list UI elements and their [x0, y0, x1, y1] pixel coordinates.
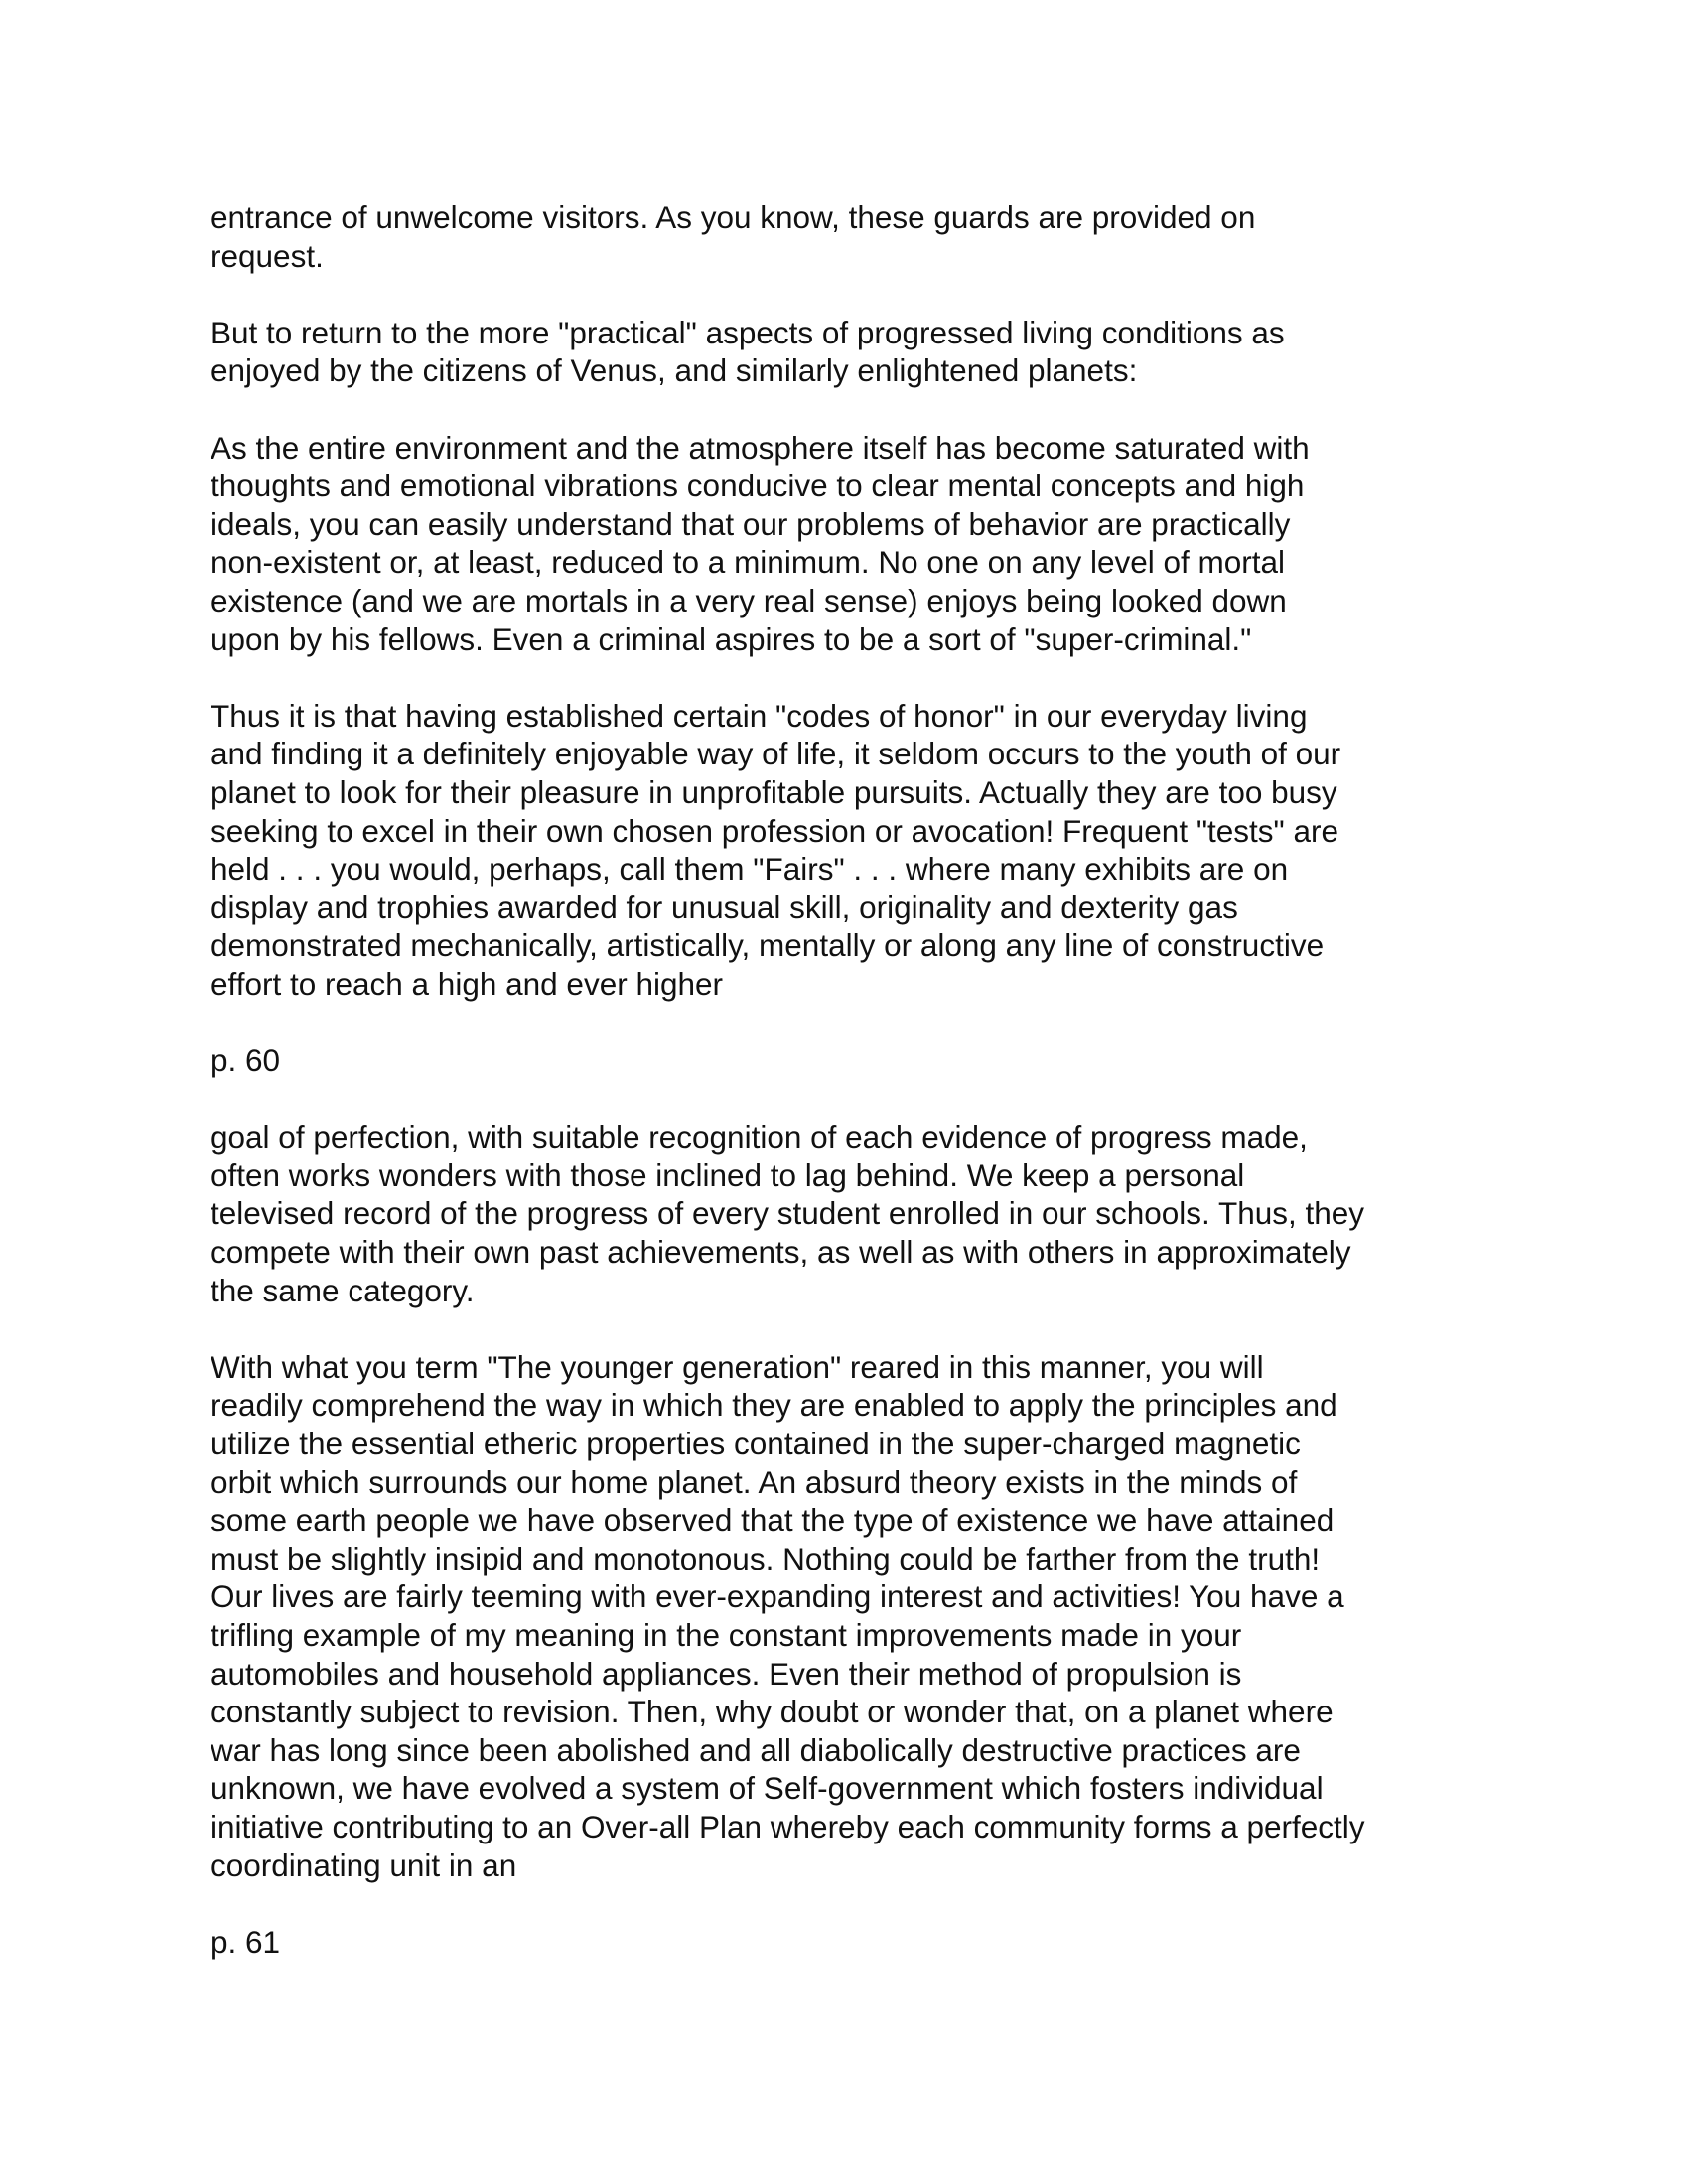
text-line: ideals, you can easily understand that our problems of behavior are practically	[211, 505, 1291, 542]
page-number-60	[211, 1041, 1501, 1080]
text-line: unknown, we have evolved a system of Self-government which fosters individual	[211, 1770, 1324, 1807]
text-line: non-existent or, at least, reduced to a minimum. No one on any level of mortal	[211, 544, 1286, 581]
text-line: planet to look for their pleasure in unprofitable pursuits. Actually they are too busy	[211, 773, 1337, 810]
text-line: upon by his fellows. Even a criminal aspires to be a sort of "super-criminal."	[211, 620, 1252, 657]
text-line: Our lives are fairly teeming with ever-expanding interest and activities! You have a	[211, 1578, 1344, 1615]
text-line: enjoyed by the citizens of Venus, and similarly enlightened planets:	[211, 352, 1138, 389]
page-number: p. 60	[211, 1042, 281, 1079]
text-line: constantly subject to revision. Then, why doubt or wonder that, on a planet where	[211, 1694, 1334, 1730]
text-line: readily comprehend the way in which they are enabled to apply the principles and	[211, 1387, 1337, 1424]
text-line: compete with their own past achievements, as well as with others in approximately	[211, 1234, 1351, 1271]
paragraph-environment	[211, 429, 1501, 659]
text-line: some earth people we have observed that the type of existence we have attained	[211, 1502, 1335, 1539]
text-line: orbit which surrounds our home planet. An absurd theory exists in the minds of	[211, 1463, 1298, 1500]
text-line: held . . . you would, perhaps, call them "Fairs" . . . where many exhibits are on	[211, 851, 1289, 887]
text-line: war has long since been abolished and all diabolically destructive practices are	[211, 1731, 1301, 1768]
text-line: entrance of unwelcome visitors. As you know, these guards are provided on	[211, 200, 1256, 235]
text-line: With what you term "The younger generation" reared in this manner, you will	[211, 1348, 1264, 1385]
text-line: trifling example of my meaning in the constant improvements made in your	[211, 1616, 1242, 1653]
text-line: and finding it a definitely enjoyable way of life, it seldom occurs to the youth of our	[211, 736, 1341, 772]
paragraph-codes-of-honor	[211, 697, 1501, 1004]
text-line: But to return to the more "practical" aspects of progressed living conditions as	[211, 314, 1285, 350]
text-line: display and trophies awarded for unusual skill, originality and dexterity gas	[211, 888, 1238, 925]
text-line: goal of perfection, with suitable recognition of each evidence of progress made,	[211, 1119, 1308, 1156]
text-line: seeking to excel in their own chosen profession or avocation! Frequent "tests" are	[211, 812, 1338, 849]
page-number: p. 61	[211, 1923, 281, 1960]
text-line: existence (and we are mortals in a very real sense) enjoys being looked down	[211, 582, 1287, 618]
text-line: request.	[211, 237, 324, 274]
text-line: the same category.	[211, 1272, 475, 1308]
text-line: thoughts and emotional vibrations conducive to clear mental concepts and high	[211, 468, 1305, 504]
paragraph-practical-aspects	[211, 314, 1501, 390]
text-line: automobiles and household appliances. Even their method of propulsion is	[211, 1655, 1242, 1692]
text-line: initiative contributing to an Over-all Plan whereby each community forms a perfectly	[211, 1808, 1365, 1844]
paragraph-visitors	[211, 199, 1501, 275]
text-line: Thus it is that having established certain "codes of honor" in our everyday living	[211, 697, 1308, 734]
text-line: As the entire environment and the atmosphere itself has become saturated with	[211, 429, 1310, 466]
text-line: often works wonders with those inclined to lag behind. We keep a personal	[211, 1157, 1245, 1193]
text-line: coordinating unit in an	[211, 1846, 517, 1883]
document-page	[211, 199, 1501, 1999]
paragraph-goal-of-perfection	[211, 1118, 1501, 1309]
text-line: televised record of the progress of every student enrolled in our schools. Thus, they	[211, 1195, 1365, 1232]
text-line: utilize the essential etheric properties contained in the super-charged magnetic	[211, 1426, 1301, 1461]
paragraph-younger-generation	[211, 1348, 1501, 1884]
text-line: must be slightly insipid and monotonous. Nothing could be farther from the truth!	[211, 1540, 1321, 1576]
text-line: demonstrated mechanically, artistically, mentally or along any line of constructive	[211, 927, 1325, 964]
text-line: effort to reach a high and ever higher	[211, 965, 724, 1002]
page-number-61	[211, 1923, 1501, 1962]
